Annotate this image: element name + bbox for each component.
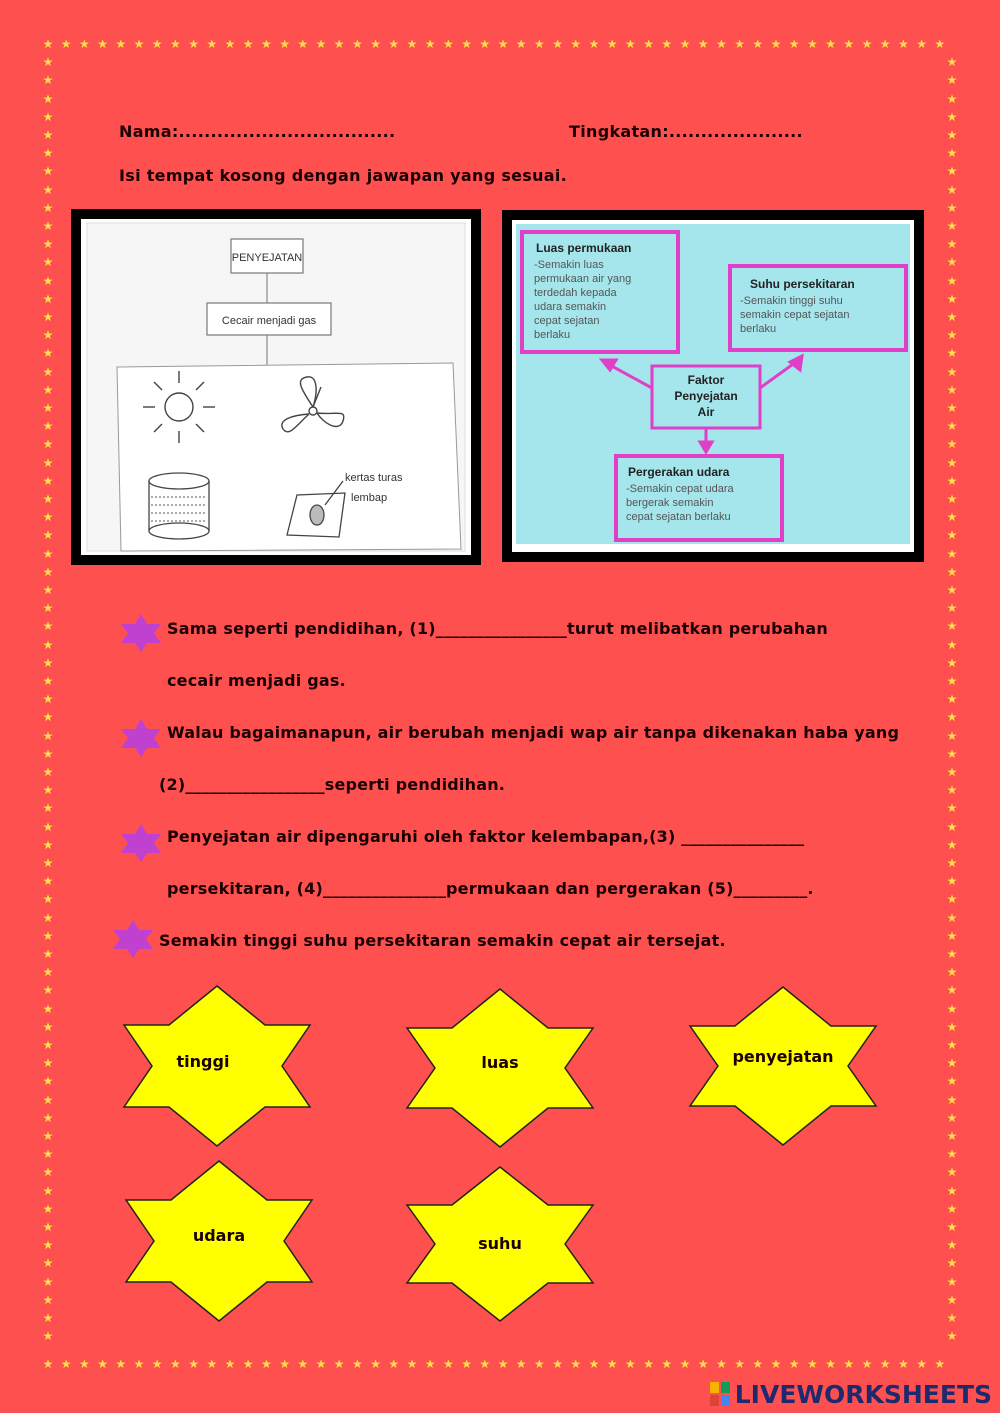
- word-star-tinggi[interactable]: [122, 985, 312, 1147]
- center-line: Faktor: [687, 373, 725, 387]
- border-star-icon: ★: [333, 37, 345, 51]
- border-star-icon: ★: [42, 528, 54, 543]
- border-star-icon: ★: [788, 1357, 800, 1371]
- border-star-icon: ★: [479, 37, 491, 51]
- word-star-luas[interactable]: [405, 988, 595, 1148]
- box1-line: -Semakin luas: [534, 259, 604, 271]
- border-star-icon: ★: [534, 1357, 545, 1371]
- border-star-icon: ★: [825, 37, 836, 51]
- border-star-icon: ★: [115, 37, 127, 51]
- border-star-icon: ★: [42, 710, 54, 725]
- border-star-icon: ★: [188, 1357, 199, 1371]
- purple-star-bullet-icon: [110, 918, 156, 960]
- border-star-icon: ★: [42, 1357, 54, 1371]
- diagram-penyejatan: [71, 209, 481, 565]
- border-star-icon: ★: [716, 37, 727, 51]
- border-star-icon: ★: [42, 219, 54, 233]
- border-star-icon: ★: [42, 164, 54, 179]
- border-star-icon: ★: [625, 1357, 636, 1371]
- center-line: Air: [697, 405, 715, 419]
- border-star-icon: ★: [946, 619, 958, 634]
- border-star-icon: ★: [42, 1201, 54, 1216]
- purple-star-bullet-icon: [118, 612, 164, 654]
- border-star-icon: ★: [534, 37, 545, 51]
- border-star-icon: ★: [42, 983, 54, 998]
- question-1-line-1: Sama seperti pendidihan, (1)________________turut melibatkan perubahan: [167, 619, 828, 638]
- border-star-icon: ★: [946, 1238, 958, 1253]
- border-star-icon: ★: [843, 1357, 855, 1371]
- annotation-line2: lembap: [351, 492, 388, 504]
- border-star-icon: ★: [606, 37, 618, 51]
- border-star-icon: ★: [946, 364, 958, 379]
- nama-field-label: Nama:..................................: [119, 122, 396, 141]
- border-star-icon: ★: [497, 1357, 509, 1371]
- border-star-icon: ★: [807, 37, 818, 51]
- border-star-icon: ★: [370, 37, 381, 51]
- border-star-icon: ★: [42, 1311, 54, 1325]
- border-star-icon: ★: [42, 1038, 54, 1052]
- border-star-icon: ★: [946, 1274, 958, 1289]
- border-star-icon: ★: [946, 1074, 958, 1089]
- border-star-icon: ★: [79, 37, 90, 51]
- question-2-line-2: (2)_________________seperti pendidihan.: [159, 775, 506, 794]
- border-star-icon: ★: [479, 1357, 491, 1371]
- box2-line: semakin cepat sejatan: [740, 309, 850, 321]
- border-star-icon: ★: [42, 291, 54, 306]
- border-star-icon: ★: [42, 328, 54, 343]
- border-star-icon: ★: [151, 1357, 163, 1371]
- border-star-icon: ★: [946, 674, 958, 688]
- border-star-icon: ★: [42, 1274, 54, 1289]
- border-star-icon: ★: [515, 37, 527, 51]
- border-star-icon: ★: [879, 37, 891, 51]
- border-star-icon: ★: [42, 200, 54, 215]
- border-star-icon: ★: [97, 1357, 108, 1371]
- border-star-icon: ★: [946, 146, 958, 161]
- border-star-icon: ★: [42, 455, 54, 470]
- border-star-icon: ★: [946, 1220, 958, 1234]
- border-star-icon: ★: [946, 1129, 958, 1143]
- border-star-icon: ★: [188, 37, 199, 51]
- border-star-icon: ★: [42, 910, 54, 925]
- border-star-icon: ★: [42, 1019, 54, 1034]
- border-star-icon: ★: [206, 1357, 218, 1371]
- border-star-icon: ★: [42, 437, 54, 452]
- border-star-icon: ★: [752, 1357, 764, 1371]
- border-star-icon: ★: [388, 37, 400, 51]
- border-star-icon: ★: [42, 364, 54, 379]
- border-star-icon: ★: [42, 619, 54, 634]
- border-star-icon: ★: [42, 255, 54, 270]
- border-star-icon: ★: [946, 765, 958, 779]
- border-star-icon: ★: [643, 1357, 654, 1371]
- border-star-icon: ★: [42, 91, 54, 106]
- border-star-icon: ★: [42, 237, 54, 252]
- border-star-icon: ★: [42, 655, 54, 670]
- border-star-icon: ★: [770, 37, 782, 51]
- border-star-icon: ★: [242, 37, 254, 51]
- border-star-icon: ★: [42, 1165, 54, 1180]
- border-star-icon: ★: [946, 1329, 958, 1344]
- purple-star-bullet-icon: [118, 822, 164, 864]
- diagram-title: PENYEJATAN: [231, 252, 303, 264]
- border-star-icon: ★: [946, 237, 958, 252]
- border-star-icon: ★: [297, 37, 309, 51]
- box1-line: cepat sejatan: [534, 315, 600, 327]
- faktor-diagram: [512, 220, 914, 552]
- border-star-icon: ★: [946, 73, 958, 88]
- border-star-icon: ★: [42, 473, 54, 488]
- border-star-icon: ★: [206, 37, 218, 51]
- word-label: luas: [481, 1053, 519, 1072]
- border-star-icon: ★: [42, 382, 54, 397]
- border-star-icon: ★: [297, 1357, 309, 1371]
- border-star-icon: ★: [42, 856, 54, 870]
- border-star-icon: ★: [946, 273, 958, 288]
- question-3-line-2: persekitaran, (4)_______________permukaan dan pergerakan (5)_________.: [167, 879, 814, 898]
- border-star-icon: ★: [716, 1357, 727, 1371]
- border-star-icon: ★: [151, 37, 163, 51]
- border-star-icon: ★: [42, 346, 54, 361]
- border-star-icon: ★: [946, 437, 958, 452]
- border-star-icon: ★: [916, 37, 927, 51]
- liveworksheets-logo-icon: [709, 1381, 731, 1407]
- border-star-icon: ★: [946, 382, 958, 397]
- border-star-icon: ★: [42, 1183, 54, 1198]
- border-star-icon: ★: [946, 128, 958, 142]
- border-star-icon: ★: [42, 1329, 54, 1344]
- word-label: penyejatan: [732, 1047, 834, 1066]
- border-star-icon: ★: [946, 492, 958, 506]
- border-star-icon: ★: [42, 928, 54, 943]
- border-star-icon: ★: [224, 37, 236, 51]
- border-star-icon: ★: [424, 37, 436, 51]
- border-star-icon: ★: [946, 182, 958, 197]
- border-star-icon: ★: [42, 146, 54, 161]
- border-star-icon: ★: [42, 109, 54, 124]
- border-star-icon: ★: [42, 273, 54, 288]
- border-star-icon: ★: [946, 401, 958, 415]
- border-star-icon: ★: [946, 164, 958, 179]
- border-star-icon: ★: [946, 892, 958, 907]
- border-star-icon: ★: [497, 37, 509, 51]
- border-star-icon: ★: [946, 965, 958, 980]
- border-star-icon: ★: [946, 419, 958, 434]
- border-star-icon: ★: [946, 200, 958, 215]
- border-star-icon: ★: [570, 37, 582, 51]
- border-star-icon: ★: [406, 37, 418, 51]
- border-star-icon: ★: [352, 1357, 363, 1371]
- border-star-icon: ★: [946, 1147, 958, 1162]
- border-star-icon: ★: [946, 255, 958, 270]
- box3-line: -Semakin cepat udara: [626, 483, 734, 495]
- border-star-icon: ★: [315, 1357, 327, 1371]
- border-star-icon: ★: [946, 801, 958, 816]
- box3-line: cepat sejatan berlaku: [626, 511, 731, 523]
- border-star-icon: ★: [370, 1357, 381, 1371]
- word-star-suhu[interactable]: [405, 1166, 595, 1322]
- border-star-icon: ★: [352, 37, 363, 51]
- border-star-icon: ★: [898, 37, 909, 51]
- border-star-icon: ★: [946, 1256, 958, 1271]
- question-1-line-2: cecair menjadi gas.: [167, 671, 346, 690]
- border-star-icon: ★: [606, 1357, 618, 1371]
- border-star-icon: ★: [42, 73, 54, 88]
- border-star-icon: ★: [946, 1038, 958, 1052]
- border-star-icon: ★: [946, 910, 958, 925]
- border-star-icon: ★: [42, 55, 54, 70]
- purple-star-bullet-icon: [118, 717, 164, 759]
- border-star-icon: ★: [946, 455, 958, 470]
- border-star-icon: ★: [42, 401, 54, 415]
- border-star-icon: ★: [946, 55, 958, 70]
- border-star-icon: ★: [946, 328, 958, 343]
- border-star-icon: ★: [406, 1357, 418, 1371]
- border-star-icon: ★: [42, 1110, 54, 1125]
- question-4-line-1: Semakin tinggi suhu persekitaran semakin cepat air tersejat.: [159, 931, 726, 950]
- border-star-icon: ★: [946, 1001, 958, 1016]
- border-star-icon: ★: [261, 37, 272, 51]
- box1-line: terdedah kepada: [534, 287, 617, 299]
- border-star-icon: ★: [552, 1357, 563, 1371]
- border-star-icon: ★: [946, 1165, 958, 1180]
- border-star-icon: ★: [388, 1357, 400, 1371]
- box1-line: permukaan air yang: [534, 273, 632, 285]
- border-star-icon: ★: [861, 1357, 873, 1371]
- border-star-icon: ★: [898, 1357, 909, 1371]
- box1-line: udara semakin: [534, 301, 607, 313]
- liveworksheets-logo: [709, 1379, 992, 1409]
- border-star-icon: ★: [42, 965, 54, 980]
- border-star-icon: ★: [679, 1357, 691, 1371]
- word-star-penyejatan[interactable]: [688, 986, 878, 1146]
- border-star-icon: ★: [115, 1357, 127, 1371]
- box3-line: bergerak semakin: [626, 497, 714, 509]
- border-star-icon: ★: [42, 765, 54, 779]
- border-star-icon: ★: [916, 1357, 927, 1371]
- border-star-icon: ★: [946, 528, 958, 543]
- border-star-icon: ★: [42, 637, 54, 652]
- border-star-icon: ★: [946, 837, 958, 852]
- border-star-icon: ★: [625, 37, 636, 51]
- box1-title: Luas permukaan: [536, 241, 632, 255]
- box1-line: berlaku: [534, 329, 571, 341]
- border-star-icon: ★: [60, 37, 72, 51]
- border-star-icon: ★: [946, 1019, 958, 1034]
- border-star-icon: ★: [946, 219, 958, 233]
- border-star-icon: ★: [42, 947, 54, 961]
- border-star-icon: ★: [552, 37, 563, 51]
- border-star-icon: ★: [734, 37, 745, 51]
- box3-title: Pergerakan udara: [628, 465, 730, 479]
- border-star-icon: ★: [946, 947, 958, 961]
- border-star-icon: ★: [946, 692, 958, 707]
- border-star-icon: ★: [42, 583, 54, 597]
- border-star-icon: ★: [42, 310, 54, 324]
- border-star-icon: ★: [946, 1110, 958, 1125]
- border-star-icon: ★: [42, 801, 54, 816]
- border-star-icon: ★: [946, 473, 958, 488]
- border-star-icon: ★: [42, 1238, 54, 1253]
- border-star-icon: ★: [946, 564, 958, 579]
- border-star-icon: ★: [697, 37, 709, 51]
- question-3-line-1: Penyejatan air dipengaruhi oleh faktor kelembapan,(3) _______________: [167, 827, 805, 846]
- border-star-icon: ★: [588, 1357, 600, 1371]
- border-star-icon: ★: [843, 37, 855, 51]
- border-star-icon: ★: [770, 1357, 782, 1371]
- border-star-icon: ★: [461, 37, 472, 51]
- border-star-icon: ★: [861, 37, 873, 51]
- border-star-icon: ★: [42, 510, 54, 525]
- question-2-line-1: Walau bagaimanapun, air berubah menjadi wap air tanpa dikenakan haba yang: [167, 723, 900, 742]
- border-star-icon: ★: [97, 37, 108, 51]
- border-star-icon: ★: [42, 564, 54, 579]
- border-star-icon: ★: [443, 37, 454, 51]
- tingkatan-field-label: Tingkatan:.....................: [569, 122, 803, 141]
- border-star-icon: ★: [934, 1357, 946, 1371]
- border-star-icon: ★: [788, 37, 800, 51]
- border-star-icon: ★: [42, 1056, 54, 1071]
- border-star-icon: ★: [42, 874, 54, 889]
- border-star-icon: ★: [825, 1357, 836, 1371]
- border-star-icon: ★: [42, 837, 54, 852]
- border-star-icon: ★: [734, 1357, 745, 1371]
- border-star-icon: ★: [946, 310, 958, 324]
- border-star-icon: ★: [946, 109, 958, 124]
- border-star-icon: ★: [42, 1256, 54, 1271]
- border-star-icon: ★: [279, 1357, 290, 1371]
- border-star-icon: ★: [79, 1357, 90, 1371]
- word-star-udara[interactable]: [124, 1160, 314, 1322]
- border-star-icon: ★: [261, 1357, 272, 1371]
- border-star-icon: ★: [752, 37, 764, 51]
- box2-title: Suhu persekitaran: [750, 277, 855, 291]
- border-star-icon: ★: [170, 1357, 181, 1371]
- border-star-icon: ★: [42, 1292, 54, 1307]
- border-star-icon: ★: [946, 601, 958, 616]
- border-star-icon: ★: [42, 892, 54, 907]
- border-star-icon: ★: [42, 1001, 54, 1016]
- border-star-icon: ★: [946, 583, 958, 597]
- border-star-icon: ★: [697, 1357, 709, 1371]
- border-star-icon: ★: [515, 1357, 527, 1371]
- border-star-icon: ★: [946, 819, 958, 834]
- border-star-icon: ★: [42, 546, 54, 561]
- border-star-icon: ★: [879, 1357, 891, 1371]
- border-star-icon: ★: [661, 37, 673, 51]
- border-star-icon: ★: [242, 1357, 254, 1371]
- border-star-icon: ★: [946, 710, 958, 725]
- brand-part2: WORKSHEETS: [796, 1379, 992, 1409]
- border-star-icon: ★: [946, 728, 958, 743]
- border-star-icon: ★: [333, 1357, 345, 1371]
- brand-part1: LIVE: [734, 1379, 797, 1409]
- word-label: tinggi: [176, 1052, 230, 1071]
- border-star-icon: ★: [946, 746, 958, 761]
- diagram-faktor-penyejatan: [502, 210, 924, 562]
- border-star-icon: ★: [279, 37, 290, 51]
- border-star-icon: ★: [461, 1357, 472, 1371]
- border-star-icon: ★: [946, 1092, 958, 1107]
- border-star-icon: ★: [133, 37, 145, 51]
- border-star-icon: ★: [42, 1092, 54, 1107]
- border-star-icon: ★: [661, 1357, 673, 1371]
- border-star-icon: ★: [170, 37, 181, 51]
- border-star-icon: ★: [946, 655, 958, 670]
- border-star-icon: ★: [42, 692, 54, 707]
- border-star-icon: ★: [42, 746, 54, 761]
- border-star-icon: ★: [42, 783, 54, 798]
- border-star-icon: ★: [588, 37, 600, 51]
- border-star-icon: ★: [946, 1056, 958, 1071]
- border-star-icon: ★: [42, 601, 54, 616]
- box2-line: berlaku: [740, 323, 777, 335]
- border-star-icon: ★: [570, 1357, 582, 1371]
- border-star-icon: ★: [946, 510, 958, 525]
- word-label: suhu: [478, 1234, 522, 1253]
- border-star-icon: ★: [42, 1074, 54, 1089]
- border-star-icon: ★: [42, 674, 54, 688]
- annotation-line1: kertas turas: [345, 472, 403, 484]
- border-star-icon: ★: [946, 856, 958, 870]
- border-star-icon: ★: [42, 37, 54, 51]
- border-star-icon: ★: [424, 1357, 436, 1371]
- border-star-icon: ★: [946, 637, 958, 652]
- border-star-icon: ★: [946, 928, 958, 943]
- border-star-icon: ★: [946, 1201, 958, 1216]
- border-star-icon: ★: [807, 1357, 818, 1371]
- border-star-icon: ★: [42, 728, 54, 743]
- border-star-icon: ★: [946, 291, 958, 306]
- border-star-icon: ★: [946, 983, 958, 998]
- border-star-icon: ★: [224, 1357, 236, 1371]
- border-star-icon: ★: [42, 819, 54, 834]
- center-line: Penyejatan: [674, 389, 738, 403]
- border-star-icon: ★: [315, 37, 327, 51]
- border-star-icon: ★: [42, 1220, 54, 1234]
- word-label: udara: [192, 1226, 246, 1245]
- border-star-icon: ★: [934, 37, 946, 51]
- instruction-text: Isi tempat kosong dengan jawapan yang sesuai.: [119, 166, 568, 185]
- border-star-icon: ★: [42, 1147, 54, 1162]
- border-star-icon: ★: [42, 128, 54, 142]
- border-star-icon: ★: [946, 1183, 958, 1198]
- border-star-icon: ★: [946, 1292, 958, 1307]
- border-star-icon: ★: [946, 1311, 958, 1325]
- border-star-icon: ★: [42, 1129, 54, 1143]
- border-star-icon: ★: [946, 874, 958, 889]
- border-star-icon: ★: [60, 1357, 72, 1371]
- border-star-icon: ★: [946, 346, 958, 361]
- penyejatan-sketch: [81, 219, 471, 555]
- border-star-icon: ★: [443, 1357, 454, 1371]
- border-star-icon: ★: [42, 419, 54, 434]
- border-star-icon: ★: [946, 546, 958, 561]
- border-star-icon: ★: [133, 1357, 145, 1371]
- box2-line: -Semakin tinggi suhu: [740, 295, 843, 307]
- border-star-icon: ★: [946, 91, 958, 106]
- border-star-icon: ★: [679, 37, 691, 51]
- border-star-icon: ★: [42, 182, 54, 197]
- border-star-icon: ★: [643, 37, 654, 51]
- border-star-icon: ★: [42, 492, 54, 506]
- border-star-icon: ★: [946, 783, 958, 798]
- diagram-subtitle: Cecair menjadi gas: [221, 315, 317, 327]
